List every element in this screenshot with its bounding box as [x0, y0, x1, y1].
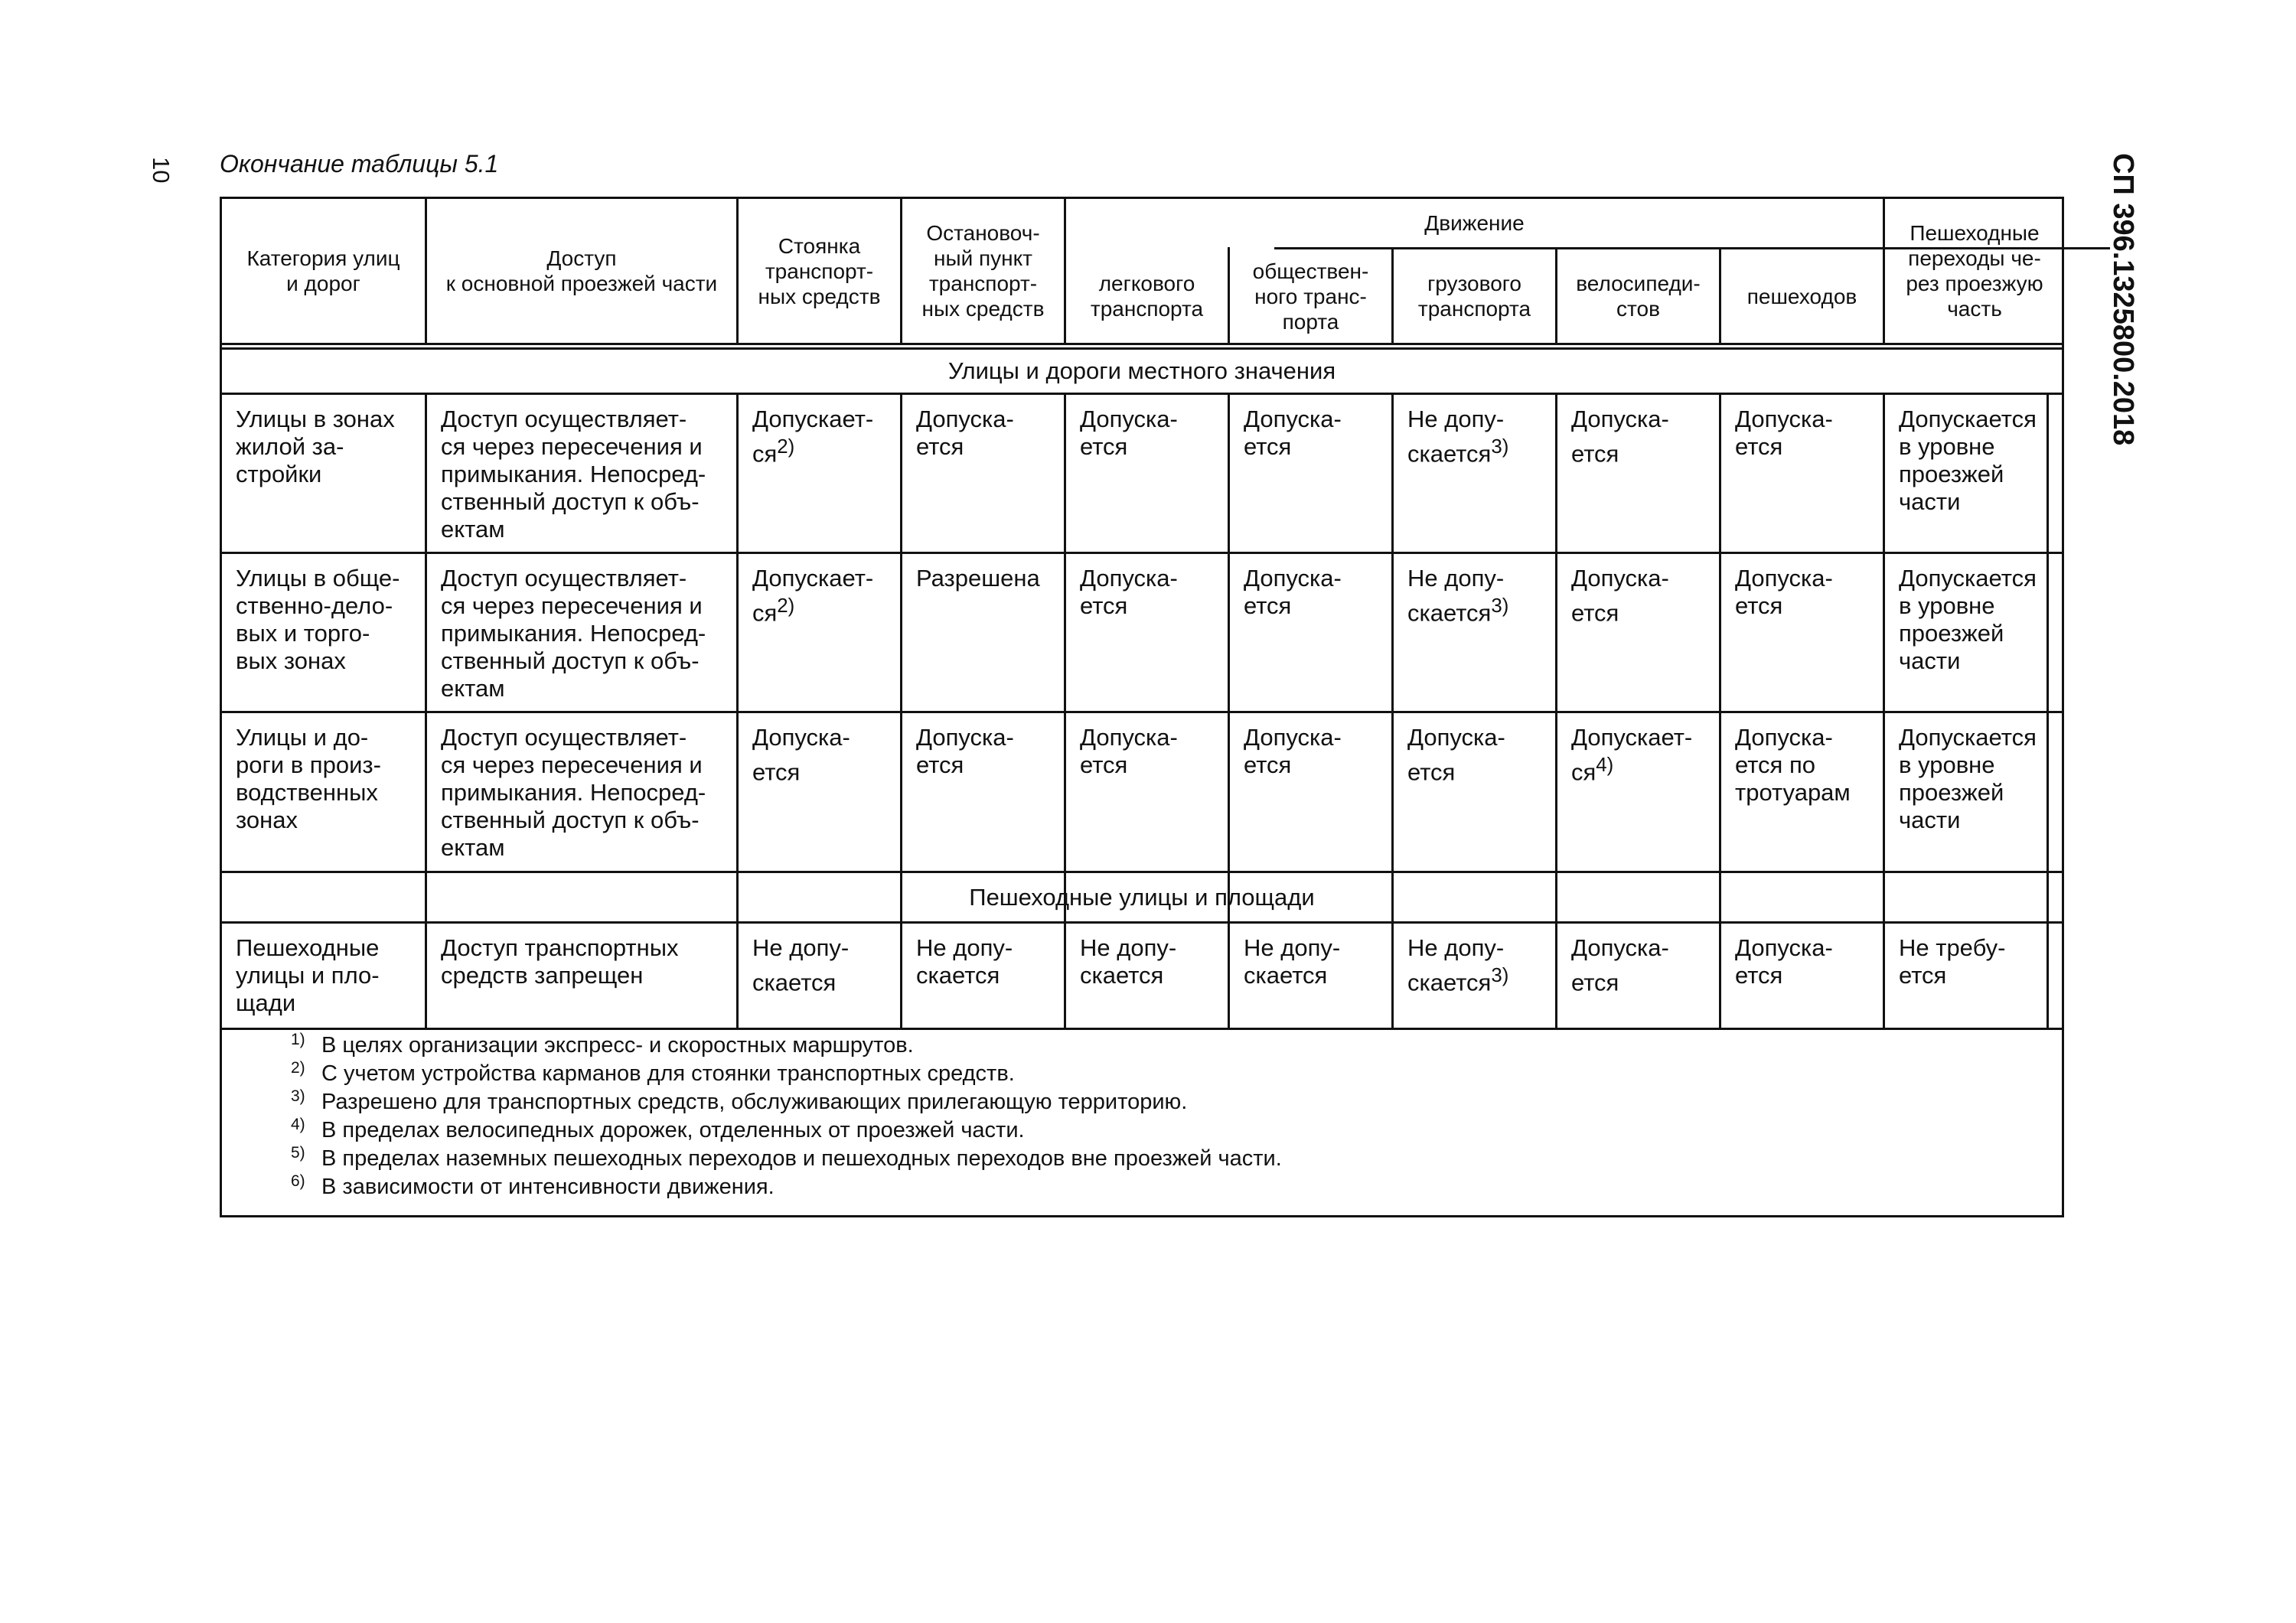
cell-text: Не допу- скается	[1407, 406, 1505, 468]
page-number: 10	[148, 157, 174, 184]
row-parking	[739, 713, 900, 797]
document-code: СП 396.1325800.2018	[2107, 153, 2139, 446]
footnote-mark: 1)	[291, 1031, 305, 1048]
column-rule	[1228, 393, 1230, 921]
row-freight	[1394, 554, 1555, 637]
row-crossings: Допускается в уровне проезжей части	[1899, 565, 2037, 674]
cell-text: Допуска- ется	[1571, 406, 1669, 468]
footnote-ref: 2)	[777, 595, 795, 617]
footnote	[291, 1088, 1282, 1116]
row-public-transport: Допуска- ется	[1244, 565, 1342, 619]
row-category: Пешеходные улицы и пло- щади	[236, 934, 380, 1016]
footnote-rule	[222, 1028, 2062, 1030]
cell-text: Не допу- скается	[1407, 934, 1505, 996]
footnote-mark: 5)	[291, 1144, 305, 1162]
row-cyclists	[1557, 713, 1719, 797]
footnote-text: В зависимости от интенсивности движения.	[321, 1175, 775, 1199]
section-pedestrian-streets: Пешеходные улицы и площади	[969, 883, 1315, 911]
row-access: Доступ осуществляет- ся через пересечения и примыкания. Непосред- ственный доступ к объ- ектам	[441, 565, 706, 702]
footnote-ref: 2)	[777, 436, 795, 458]
footnote-mark: 2)	[291, 1059, 305, 1077]
cell-text: Допускает- ся	[1571, 724, 1693, 786]
cell-text: Допускает- ся	[752, 406, 874, 468]
footnote-mark: 6)	[291, 1172, 305, 1190]
row-pedestrians: Допуска- ется	[1735, 565, 1833, 619]
header-stop: Остановоч- ный пункт транспорт- ных средств	[921, 221, 1045, 321]
row-pedestrians: Допуска- ется	[1735, 406, 1833, 460]
row-parking	[739, 395, 900, 478]
row-stop: Допуска- ется	[916, 406, 1014, 460]
footnote-text: В пределах наземных пешеходных переходов и пешеходных переходов вне проезжей части.	[321, 1146, 1282, 1171]
footnote-text: В целях организации экспресс- и скоростных маршрутов.	[321, 1033, 914, 1058]
footnote-ref: 3)	[1491, 965, 1509, 986]
row-pedestrians: Допуска- ется по тротуарам	[1735, 724, 1851, 806]
row-crossings: Допускается в уровне проезжей части	[1899, 406, 2037, 515]
row-category: Улицы в зонах жилой за- стройки	[236, 406, 395, 487]
footnote-ref: 4)	[1596, 754, 1614, 776]
footnote	[291, 1060, 1282, 1088]
header-parking: Стоянка транспорт- ных средств	[758, 233, 881, 308]
cell-text: Не допу- скается	[752, 934, 850, 996]
column-rule	[900, 393, 902, 921]
row-parking	[739, 554, 900, 637]
header-bottom-rule	[222, 343, 2062, 345]
row-cyclists	[1557, 395, 1719, 478]
row-cars: Допуска- ется	[1080, 724, 1178, 778]
row-public-transport: Допуска- ется	[1244, 724, 1342, 778]
section-local-streets: Улицы и дороги местного значения	[947, 357, 1336, 384]
row-category: Улицы и до- роги в произ- водственных зонах	[236, 724, 381, 833]
row-freight	[1394, 713, 1555, 797]
table-caption: Окончание таблицы 5.1	[220, 150, 499, 178]
cell-text: Допуска- ется	[752, 724, 850, 786]
header-cyclists: велосипеди- стов	[1576, 272, 1701, 321]
row-crossings: Не требу- ется	[1899, 934, 2006, 989]
row-stop: Разрешена	[916, 565, 1040, 592]
row-stop: Не допу- скается	[916, 934, 1013, 989]
footnote	[291, 1031, 1282, 1060]
column-rule	[1719, 393, 1721, 921]
row-pedestrians: Допуска- ется	[1735, 934, 1833, 989]
header-public-transport: обществен- ного транс- порта	[1252, 259, 1369, 334]
footnote-mark: 4)	[291, 1116, 305, 1133]
footnote-mark: 3)	[291, 1087, 305, 1105]
header-category: Категория улиц и дорог	[246, 246, 400, 295]
cell-text: Не допу- скается	[1407, 565, 1505, 627]
row-cyclists	[1557, 554, 1719, 637]
cell-text: Допуска- ется	[1407, 724, 1505, 786]
footnote	[291, 1173, 1282, 1201]
row-public-transport: Не допу- скается	[1244, 934, 1341, 989]
header-pedestrians: пешеходов	[1746, 284, 1857, 308]
row-access: Доступ осуществляет- ся через пересечения и примыкания. Непосред- ственный доступ к объ- ектам	[441, 724, 706, 861]
row-cars: Не допу- скается	[1080, 934, 1177, 989]
footnote-text: В пределах велосипедных дорожек, отделенных от проезжей части.	[321, 1118, 1025, 1142]
header-freight: грузового транспорта	[1417, 272, 1531, 321]
footnote-ref: 3)	[1491, 595, 1509, 617]
row-parking	[739, 924, 900, 1007]
column-rule	[1064, 393, 1066, 921]
header-movement: Движение	[1424, 211, 1525, 235]
row-stop: Допуска- ется	[916, 724, 1014, 778]
row-public-transport: Допуска- ется	[1244, 406, 1342, 460]
row-cars: Допуска- ется	[1080, 565, 1178, 619]
footnote-text: С учетом устройства карманов для стоянки транспортных средств.	[321, 1061, 1015, 1086]
row-crossings: Допускается в уровне проезжей части	[1899, 724, 2037, 833]
footnotes	[291, 1031, 1282, 1201]
header-cars: легкового транспорта	[1090, 272, 1204, 321]
cell-text: Допуска- ется	[1571, 934, 1669, 996]
row-freight	[1394, 924, 1555, 1007]
row-category: Улицы в обще- ственно-дело- вых и торго- вых зонах	[236, 565, 400, 674]
footnote	[291, 1145, 1282, 1173]
row-cars: Допуска- ется	[1080, 406, 1178, 460]
row-access: Доступ транспортных средств запрещен	[441, 934, 679, 989]
row-access: Доступ осуществляет- ся через пересечения и примыкания. Непосред- ственный доступ к объ- ектам	[441, 406, 706, 543]
regulation-table	[220, 197, 2064, 1217]
cell-text: Допускает- ся	[752, 565, 874, 627]
header-crossings: Пешеходные переходы че- рез проезжую часть	[1906, 221, 2043, 321]
row-freight	[1394, 395, 1555, 478]
footnote-text: Разрешено для транспортных средств, обслуживающих прилегающую территорию.	[321, 1090, 1188, 1114]
footnote-ref: 3)	[1491, 436, 1509, 458]
cell-text: Допуска- ется	[1571, 565, 1669, 627]
footnote	[291, 1116, 1282, 1145]
header-access: Доступ к основной проезжей части	[445, 246, 718, 295]
row-cyclists	[1557, 924, 1719, 1007]
